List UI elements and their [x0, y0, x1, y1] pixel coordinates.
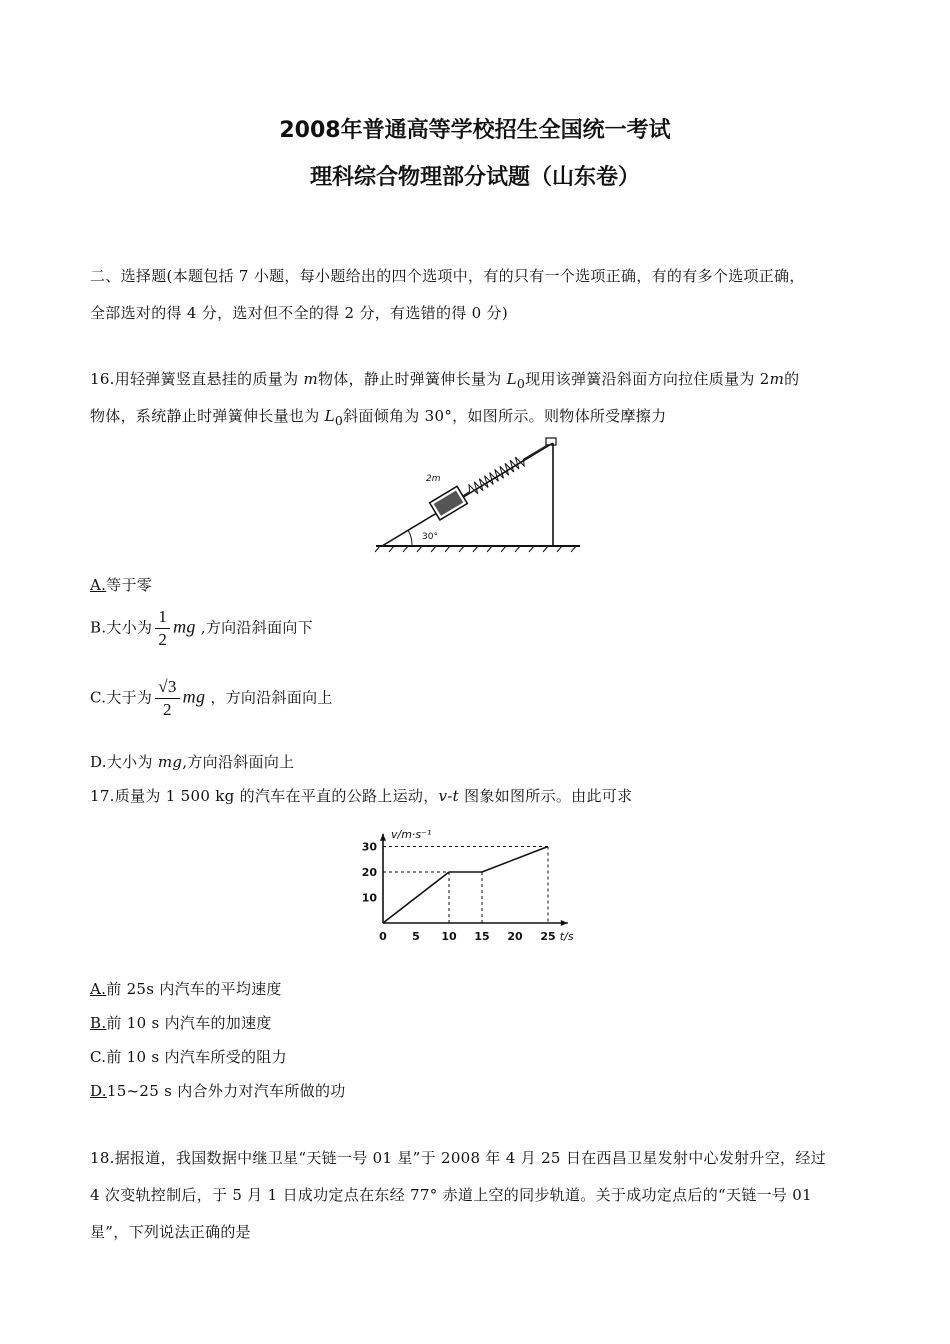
q17-option-a[interactable]: A.前 25s 内汽车的平均速度: [90, 980, 282, 998]
x-tick-label: 15: [474, 930, 490, 943]
y-axis-arrow: [380, 834, 386, 841]
q16-option-d[interactable]: D.大小为 mg,方向沿斜面向上: [90, 753, 295, 771]
x-axis-arrow: [561, 920, 568, 926]
q18-stem-line3: 星”，下列说法正确的是: [90, 1223, 251, 1241]
x-axis-label: t/s: [559, 930, 574, 943]
y-tick-label: 30: [361, 840, 377, 854]
q16-option-b[interactable]: B.大小为 $\frac{1}{2}$ mg ,方向沿斜面向下: [90, 607, 313, 649]
q17-option-d[interactable]: D.15~25 s 内合外力对汽车所做的功: [90, 1082, 346, 1100]
section-instructions-line1: 二、选择题(本题包括 7 小题，每小题给出的四个选项中，有的只有一个选项正确，有的有多个选项正确，: [90, 267, 805, 285]
q16-option-a[interactable]: A.等于零: [90, 576, 153, 594]
y-tick-label: 20: [361, 866, 377, 879]
section-instructions-line2: 全部选对的得 4 分，选对但不全的得 2 分，有选错的得 0 分): [90, 304, 508, 322]
x-tick-label: 0: [379, 930, 387, 943]
y-tick-label: 10: [361, 891, 377, 905]
q16-stem-line1: 16.用轻弹簧竖直悬挂的质量为 m物体，静止时弹簧伸长量为 $L_0$现用该弹簧沿斜面方向拉住质量为 2m的: [90, 370, 800, 391]
fraction-sqrt3-over-2: $\frac{√3}{2}$: [155, 676, 179, 721]
x-tick-label: 25: [540, 930, 556, 943]
angle-label: 30°: [422, 532, 438, 542]
q16-stem-line2: 物体，系统静止时弹簧伸长量也为 $L_0$斜面倾角为 30°，如图所示。则物体所受摩擦力: [90, 407, 667, 428]
x-tick-label: 10: [441, 930, 457, 943]
q17-option-b[interactable]: B.前 10 s 内汽车的加速度: [90, 1014, 272, 1032]
fraction-one-half: $\frac{1}{2}$: [155, 606, 170, 651]
x-tick-label: 20: [507, 930, 523, 943]
series-segment: [482, 847, 548, 873]
q17-stem: 17.质量为 1 500 kg 的汽车在平直的公路上运动，v-t 图象如图所示。由此可求: [90, 787, 633, 805]
y-axis-label: v/m·s⁻¹: [391, 827, 432, 841]
q17-option-c[interactable]: C.前 10 s 内汽车所受的阻力: [90, 1048, 287, 1066]
q18-stem-line1: 18.据报道，我国数据中继卫星“天链一号 01 星”于 2008 年 4 月 25 日在西昌卫星发射中心发射升空，经过: [90, 1149, 826, 1167]
vt-chart: [350, 812, 600, 947]
paper-title: 2008年普通高等学校招生全国统一考试: [279, 118, 671, 143]
q18-stem-line2: 4 次变轨控制后，于 5 月 1 日成功定点在东经 77° 赤道上空的同步轨道。关于成功定点后的“天链一号 01: [90, 1186, 812, 1204]
q16-option-c[interactable]: C.大于为 $\frac{√3}{2}$ mg ，方向沿斜面向上: [90, 677, 333, 719]
incline-spring-figure: [370, 430, 590, 555]
series-segment: [383, 872, 449, 923]
mass-label: 2m: [426, 474, 441, 484]
paper-subtitle: 理科综合物理部分试题（山东卷）: [309, 165, 640, 190]
x-tick-label: 5: [412, 930, 420, 943]
